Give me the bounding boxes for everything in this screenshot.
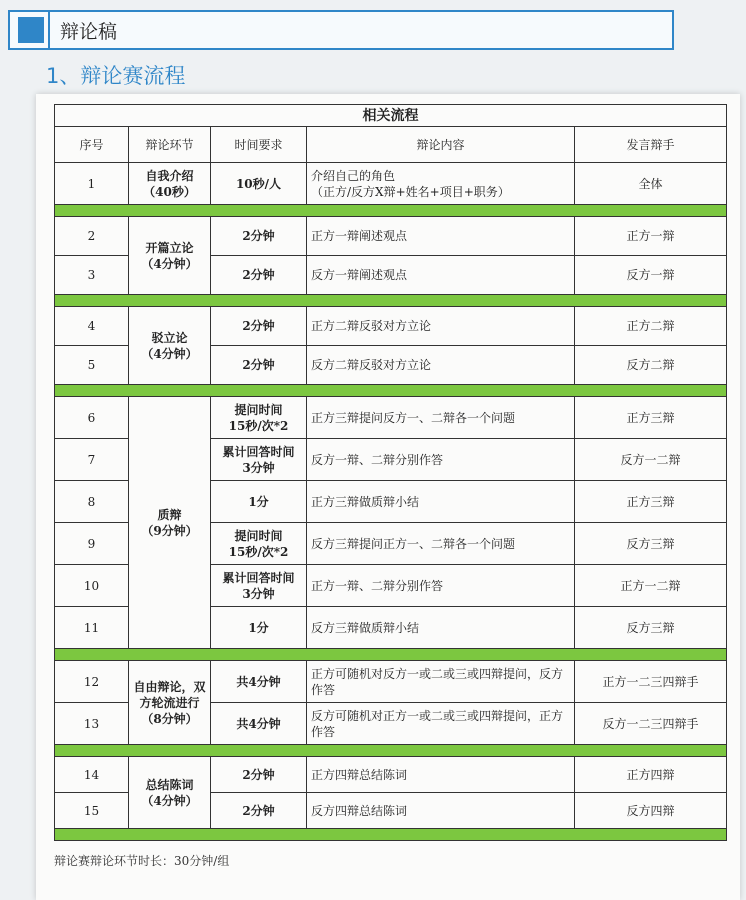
table-caption-row: [55, 105, 727, 127]
speaker-cell: 正方三辩: [575, 481, 727, 523]
stage-cell: 总结陈词 （4分钟）: [129, 757, 211, 829]
content-cell: 正方一辩阐述观点: [307, 217, 575, 256]
speaker-cell: 反方一辩: [575, 256, 727, 295]
row-number-cell: 12: [55, 661, 129, 703]
content-cell: 反方三辩提问正方一、二辩各一个问题: [307, 523, 575, 565]
row-number-cell: 10: [55, 565, 129, 607]
table-row: [55, 163, 727, 205]
header-square-icon: [18, 17, 44, 43]
green-separator-row: [55, 745, 727, 757]
header-cell: 辩论内容: [307, 127, 575, 163]
header-divider: [48, 12, 50, 48]
header-cell: 辩论环节: [129, 127, 211, 163]
header-cell: 序号: [55, 127, 129, 163]
content-cell: 正方二辩反驳对方立论: [307, 307, 575, 346]
section-title: 1、辩论赛流程: [46, 64, 186, 88]
row-number-cell: 2: [55, 217, 129, 256]
row-number-cell: 9: [55, 523, 129, 565]
time-cell: 共4分钟: [211, 703, 307, 745]
row-number-cell: 11: [55, 607, 129, 649]
table-caption: 相关流程: [55, 105, 727, 127]
speaker-cell: 正方一二三四辩手: [575, 661, 727, 703]
header-bar: [8, 10, 674, 50]
time-cell: 1分: [211, 481, 307, 523]
speaker-cell: 正方四辩: [575, 757, 727, 793]
content-cell: 正方四辩总结陈词: [307, 757, 575, 793]
stage-cell: 开篇立论 （4分钟）: [129, 217, 211, 295]
speaker-cell: 反方三辩: [575, 523, 727, 565]
row-number-cell: 15: [55, 793, 129, 829]
speaker-cell: 反方三辩: [575, 607, 727, 649]
green-separator-row: [55, 829, 727, 841]
time-cell: 累计回答时间 3分钟: [211, 565, 307, 607]
row-number-cell: 8: [55, 481, 129, 523]
time-cell: 提问时间 15秒/次*2: [211, 523, 307, 565]
content-cell: 反方一辩阐述观点: [307, 256, 575, 295]
flow-table-wrapper: [54, 104, 726, 841]
row-number-cell: 7: [55, 439, 129, 481]
content-cell: 反方三辩做质辩小结: [307, 607, 575, 649]
time-cell: 10秒/人: [211, 163, 307, 205]
content-cell: 反方二辩反驳对方立论: [307, 346, 575, 385]
time-cell: 1分: [211, 607, 307, 649]
content-cell: 反方一辩、二辩分别作答: [307, 439, 575, 481]
green-separator: [55, 745, 727, 757]
row-number-cell: 4: [55, 307, 129, 346]
speaker-cell: 正方三辩: [575, 397, 727, 439]
row-number-cell: 5: [55, 346, 129, 385]
time-cell: 2分钟: [211, 217, 307, 256]
table-header-row: [55, 127, 727, 163]
speaker-cell: 反方一二三四辩手: [575, 703, 727, 745]
header-title: 辩论稿: [60, 20, 118, 43]
document-paper: [36, 94, 740, 900]
table-row: [55, 757, 727, 793]
speaker-cell: 反方一二辩: [575, 439, 727, 481]
green-separator: [55, 205, 727, 217]
green-separator-row: [55, 385, 727, 397]
green-separator: [55, 385, 727, 397]
flow-table: [54, 104, 727, 841]
stage-cell: 自我介绍 （40秒）: [129, 163, 211, 205]
green-separator: [55, 649, 727, 661]
speaker-cell: 全体: [575, 163, 727, 205]
table-row: [55, 397, 727, 439]
table-row: [55, 307, 727, 346]
time-cell: 2分钟: [211, 307, 307, 346]
content-cell: 反方可随机对正方一或二或三或四辩提问，正方作答: [307, 703, 575, 745]
speaker-cell: 反方四辩: [575, 793, 727, 829]
content-cell: 正方三辩提问反方一、二辩各一个问题: [307, 397, 575, 439]
green-separator: [55, 295, 727, 307]
time-cell: 2分钟: [211, 793, 307, 829]
content-cell: 正方可随机对反方一或二或三或四辩提问，反方作答: [307, 661, 575, 703]
time-cell: 共4分钟: [211, 661, 307, 703]
time-cell: 2分钟: [211, 256, 307, 295]
stage-cell: 驳立论 （4分钟）: [129, 307, 211, 385]
speaker-cell: 正方一辩: [575, 217, 727, 256]
footer-note: 辩论赛辩论环节时长：30分钟/组: [54, 854, 230, 868]
content-cell: 正方一辩、二辩分别作答: [307, 565, 575, 607]
header-cell: 发言辩手: [575, 127, 727, 163]
header-cell: 时间要求: [211, 127, 307, 163]
row-number-cell: 13: [55, 703, 129, 745]
row-number-cell: 3: [55, 256, 129, 295]
green-separator-row: [55, 295, 727, 307]
speaker-cell: 正方一二辩: [575, 565, 727, 607]
green-separator: [55, 829, 727, 841]
stage-cell: 自由辩论，双 方轮流进行 （8分钟）: [129, 661, 211, 745]
content-cell: 正方三辩做质辩小结: [307, 481, 575, 523]
speaker-cell: 正方二辩: [575, 307, 727, 346]
content-cell: 反方四辩总结陈词: [307, 793, 575, 829]
table-row: [55, 661, 727, 703]
time-cell: 提问时间 15秒/次*2: [211, 397, 307, 439]
content-cell: 介绍自己的角色 （正方/反方X辩+姓名+项目+职务）: [307, 163, 575, 205]
green-separator-row: [55, 205, 727, 217]
green-separator-row: [55, 649, 727, 661]
speaker-cell: 反方二辩: [575, 346, 727, 385]
row-number-cell: 14: [55, 757, 129, 793]
row-number-cell: 6: [55, 397, 129, 439]
time-cell: 2分钟: [211, 346, 307, 385]
time-cell: 2分钟: [211, 757, 307, 793]
table-row: [55, 217, 727, 256]
stage-cell: 质辩 （9分钟）: [129, 397, 211, 649]
time-cell: 累计回答时间 3分钟: [211, 439, 307, 481]
row-number-cell: 1: [55, 163, 129, 205]
